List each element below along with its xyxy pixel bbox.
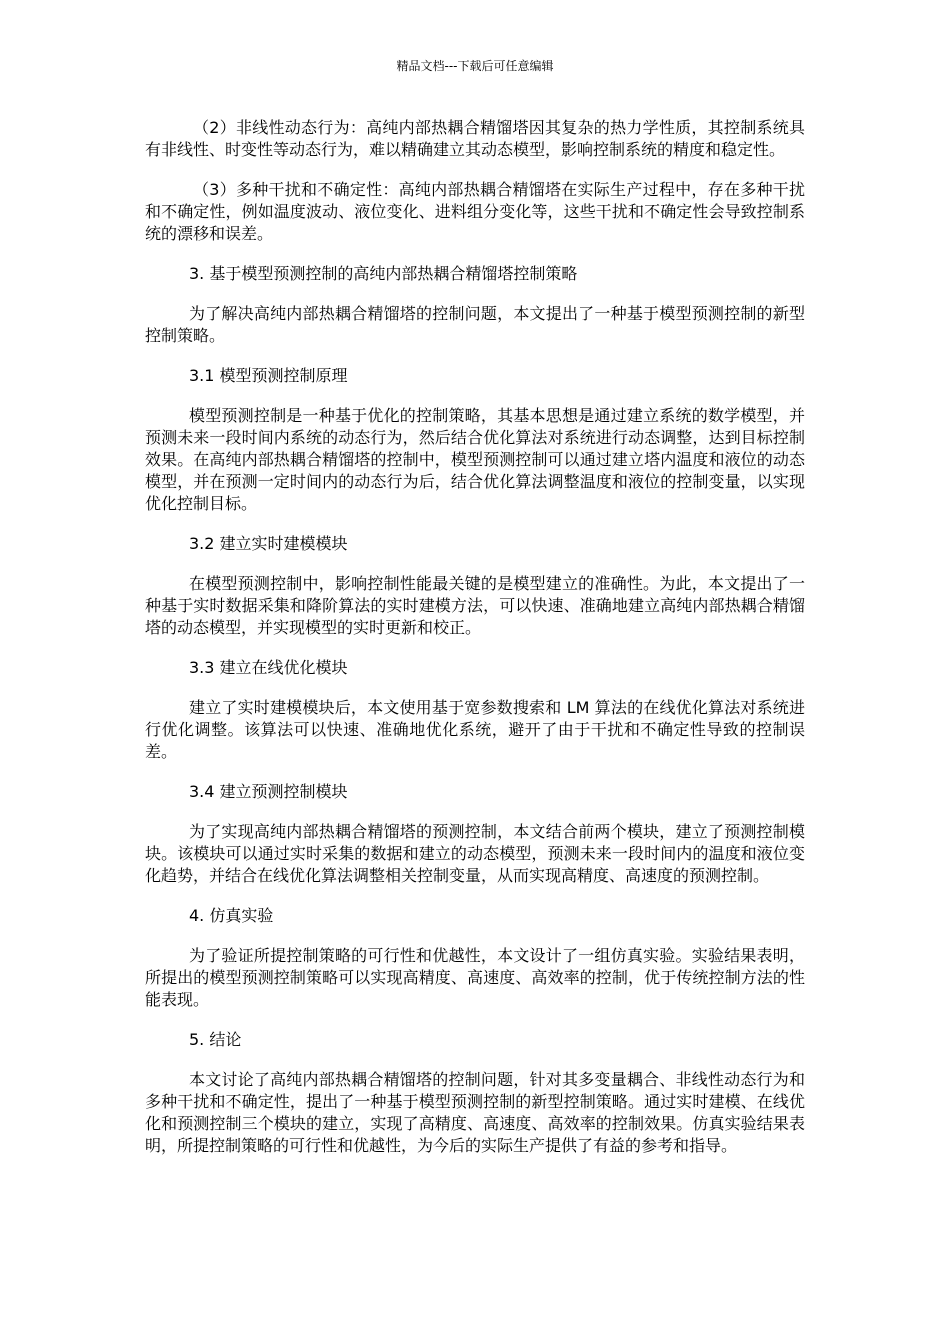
list-item-nonlinear-dynamics: （2）非线性动态行为：高纯内部热耦合精馏塔因其复杂的热力学性质，其控制系统具有非线性、时变性等动态行为，难以精确建立其动态模型，影响控制系统的精度和稳定性。 (145, 118, 805, 159)
section-heading-5: 5. 结论 (189, 1030, 242, 1049)
list-item-disturbance-uncertainty: （3）多种干扰和不确定性：高纯内部热耦合精馏塔在实际生产过程中，存在多种干扰和不确定性，例如温度波动、液位变化、进料组分变化等，这些干扰和不确定性会导致控制系统的漂移和误差。 (145, 180, 805, 243)
paragraph-mpc-principle: 模型预测控制是一种基于优化的控制策略，其基本思想是通过建立系统的数学模型，并预测未来一段时间内系统的动态行为，然后结合优化算法对系统进行动态调整，达到目标控制效果。在高纯内部热耦合精馏塔的控制中，模型预测控制可以通过建立塔内温度和液位的动态模型，并在预测一定时间内的动态行为后，结合优化算法调整温度和液位的控制变量，以实现优化控制目标。 (145, 406, 805, 513)
paragraph-online-optimization: 建立了实时建模模块后，本文使用基于宽参数搜索和 LM 算法的在线优化算法对系统进行优化调整。该算法可以快速、准确地优化系统，避开了由于干扰和不确定性导致的控制误差。 (145, 698, 805, 761)
paragraph-conclusion: 本文讨论了高纯内部热耦合精馏塔的控制问题，针对其多变量耦合、非线性动态行为和多种干扰和不确定性，提出了一种基于模型预测控制的新型控制策略。通过实时建模、在线优化和预测控制三个模块的建立，实现了高精度、高速度、高效率的控制效果。仿真实验结果表明，所提控制策略的可行性和优越性，为今后的实际生产提供了有益的参考和指导。 (145, 1070, 805, 1155)
paragraph-section-3-intro: 为了解决高纯内部热耦合精馏塔的控制问题，本文提出了一种基于模型预测控制的新型控制策略。 (145, 304, 805, 345)
section-heading-3-3: 3.3 建立在线优化模块 (189, 658, 348, 677)
section-heading-3-2: 3.2 建立实时建模模块 (189, 534, 348, 553)
section-heading-3-4: 3.4 建立预测控制模块 (189, 782, 348, 801)
page-header: 精品文档---下载后可任意编辑 (396, 59, 554, 73)
paragraph-realtime-modeling: 在模型预测控制中，影响控制性能最关键的是模型建立的准确性。为此，本文提出了一种基于实时数据采集和降阶算法的实时建模方法，可以快速、准确地建立高纯内部热耦合精馏塔的动态模型，并实现模型的实时更新和校正。 (145, 574, 805, 637)
section-heading-3: 3. 基于模型预测控制的高纯内部热耦合精馏塔控制策略 (189, 264, 578, 283)
document-body (145, 117, 805, 1175)
section-heading-3-1: 3.1 模型预测控制原理 (189, 366, 348, 385)
paragraph-simulation: 为了验证所提控制策略的可行性和优越性，本文设计了一组仿真实验。实验结果表明，所提出的模型预测控制策略可以实现高精度、高速度、高效率的控制，优于传统控制方法的性能表现。 (145, 946, 805, 1009)
paragraph-predictive-control: 为了实现高纯内部热耦合精馏塔的预测控制，本文结合前两个模块，建立了预测控制模块。该模块可以通过实时采集的数据和建立的动态模型，预测未来一段时间内的温度和液位变化趋势，并结合在线优化算法调整相关控制变量，从而实现高精度、高速度的预测控制。 (145, 822, 805, 885)
section-heading-4: 4. 仿真实验 (189, 906, 274, 925)
